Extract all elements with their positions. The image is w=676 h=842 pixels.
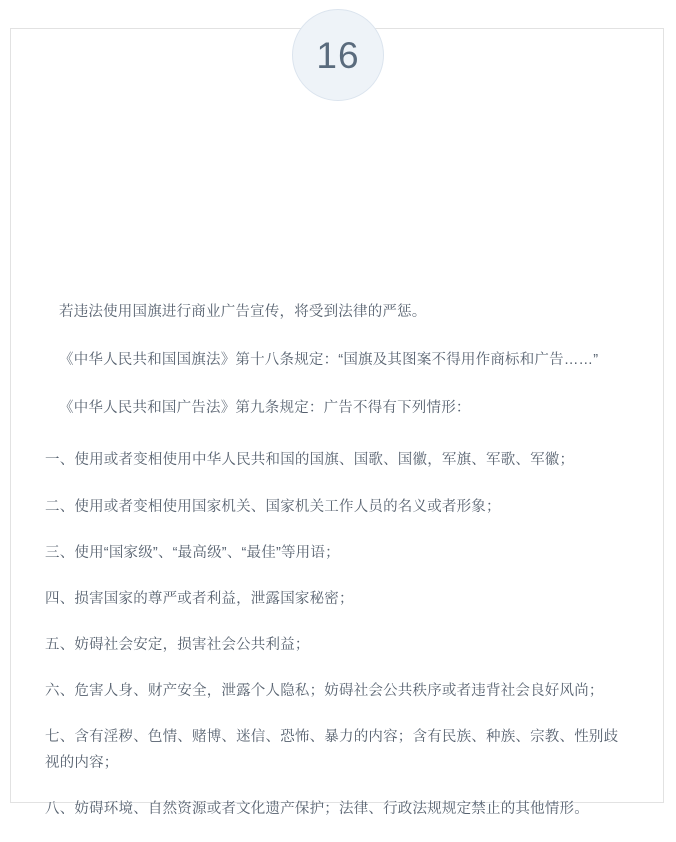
list-item: 一、使用或者变相使用中华人民共和国的国旗、国歌、国徽，军旗、军歌、军徽； [45, 452, 575, 469]
list-item: 六、危害人身、财产安全，泄露个人隐私；妨碍社会公共秩序或者违背社会良好风尚； [45, 682, 604, 699]
list-item: 七、含有淫秽、色情、赌博、迷信、恐怖、暴力的内容；含有民族、种族、宗教、性别歧视的内容； [45, 729, 619, 772]
prohibition-list [45, 447, 629, 822]
lead-paragraph: 若违法使用国旗进行商业广告宣传，将受到法律的严惩。 [59, 304, 427, 320]
list-item: 三、使用“国家级”、“最高级”、“最佳”等用语； [45, 544, 340, 561]
list-item: 五、妨碍社会安定，损害社会公共利益； [45, 636, 310, 653]
citation-flag-law: 《中华人民共和国国旗法》第十八条规定：“国旗及其图案不得用作商标和广告……” [59, 351, 599, 368]
list-item: 二、使用或者变相使用国家机关、国家机关工作人员的名义或者形象； [45, 498, 501, 515]
document-page [10, 28, 664, 818]
page-number-badge [292, 9, 384, 101]
list-item: 四、损害国家的尊严或者利益，泄露国家秘密； [45, 590, 354, 607]
page-number-label: 16 [316, 34, 360, 76]
document-content [11, 29, 663, 842]
list-item: 八、妨碍环境、自然资源或者文化遗产保护；法律、行政法规规定禁止的其他情形。 [45, 801, 589, 818]
citation-ad-law: 《中华人民共和国广告法》第九条规定：广告不得有下列情形： [59, 399, 471, 416]
